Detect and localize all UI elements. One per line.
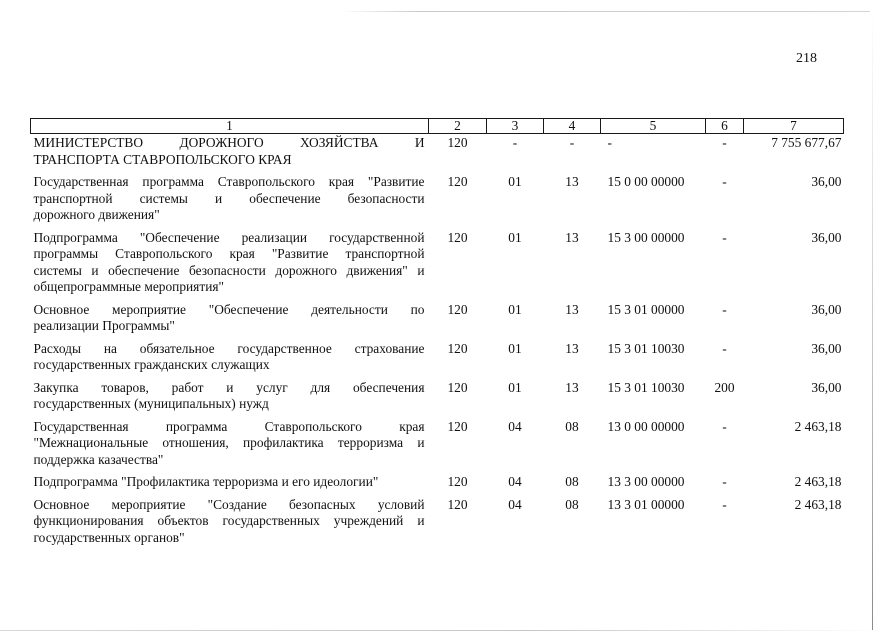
col-item-cell: 08: [565, 418, 579, 434]
col-expense-type-cell: -: [722, 340, 727, 356]
page-number: 218: [796, 51, 817, 66]
col-section-cell: 120: [447, 301, 468, 317]
col-target-article-cell: 15 3 00 00000: [607, 229, 685, 245]
col-item-cell: 13: [565, 340, 579, 356]
table-body: [31, 134, 844, 551]
row-name-line: Государственная программа Ставропольского края: [33, 418, 425, 434]
row-name-line: реализации Программы": [33, 318, 175, 333]
col-sum-cell: 2 463,18: [794, 474, 842, 489]
row-name-line: программы Ставропольского края "Развитие транспортной: [33, 246, 425, 261]
table-row: [31, 172, 844, 228]
col-item-cell: 08: [565, 474, 579, 489]
column-header: 5: [601, 119, 706, 134]
col-expense-type-cell: -: [722, 174, 727, 189]
row-name-cell: [31, 339, 429, 378]
column-header: 2: [429, 119, 487, 134]
col-target-article-cell: 15 3 01 00000: [607, 301, 685, 317]
col-item-cell: 13: [565, 229, 579, 245]
row-name-line: Государственная программа Ставропольского края "Развитие: [33, 174, 425, 189]
col-sum-cell: 36,00: [811, 379, 842, 395]
row-name-cell: [31, 495, 429, 551]
row-name-line: поддержка казачества": [33, 451, 164, 467]
row-name-line: Расходы на обязательное государственное страхование: [33, 340, 425, 356]
col-subsection-cell: -: [512, 135, 518, 150]
row-name-line: Подпрограмма "Обеспечение реализации государственной: [33, 229, 425, 245]
table-row: [31, 300, 844, 339]
scan-edge-bottom: [0, 630, 882, 631]
row-name-line: дорожного движения": [33, 207, 160, 222]
col-subsection-cell: 01: [508, 229, 522, 245]
table-row: [31, 417, 844, 473]
col-target-article-cell: 15 0 00 00000: [607, 174, 685, 189]
col-section-cell: 120: [447, 174, 468, 189]
row-name-line: Основное мероприятие "Создание безопасных условий: [33, 496, 425, 512]
row-name-line: функционирования объектов государственных учреждений и: [33, 513, 425, 528]
col-sum-cell: 36,00: [811, 229, 842, 245]
col-sum-cell: 36,00: [811, 301, 842, 317]
row-name-line: государственных органов": [33, 529, 185, 545]
row-name-line: государственных гражданских служащих: [33, 357, 270, 372]
col-item-cell: -: [569, 135, 575, 150]
row-name-cell: [31, 472, 429, 495]
table-row: [31, 339, 844, 378]
col-target-article-cell: 13 3 00 00000: [607, 474, 685, 489]
col-expense-type-cell: -: [722, 418, 727, 434]
col-subsection-cell: 04: [508, 418, 522, 434]
column-header: 4: [544, 119, 601, 134]
row-name-cell: [31, 134, 429, 173]
col-subsection-cell: 04: [508, 474, 522, 489]
row-name-cell: [31, 378, 429, 417]
col-sum-cell: 2 463,18: [794, 496, 842, 512]
col-sum-cell: 2 463,18: [794, 418, 842, 434]
col-target-article-cell: 15 3 01 10030: [607, 340, 685, 356]
col-target-article-cell: 13 0 00 00000: [607, 418, 685, 434]
row-name-line: системы и обеспечение безопасности дорожного движения" и: [33, 262, 425, 278]
row-name-line: государственных (муниципальных) нужд: [33, 396, 269, 411]
col-expense-type-cell: -: [722, 229, 727, 245]
col-target-article-cell: 15 3 01 10030: [607, 379, 685, 395]
col-item-cell: 13: [565, 301, 579, 317]
row-name-line: Подпрограмма "Профилактика терроризма и его идеологии": [33, 474, 379, 489]
col-sum-cell: 7 755 677,67: [771, 135, 842, 150]
col-section-cell: 120: [447, 135, 468, 150]
column-header: 7: [744, 119, 844, 134]
scan-edge-top: [340, 11, 870, 12]
row-name-line: МИНИСТЕРСТВО ДОРОЖНОГО ХОЗЯЙСТВА И: [33, 135, 425, 150]
column-header: 1: [31, 119, 429, 134]
table-header-row: [31, 119, 844, 134]
table-row: [31, 228, 844, 300]
col-item-cell: 13: [565, 379, 579, 395]
col-expense-type-cell: -: [722, 496, 727, 512]
col-target-article-cell: 13 3 01 00000: [607, 496, 685, 512]
col-item-cell: 08: [565, 496, 579, 512]
row-name-line: "Межнациональные отношения, профилактика терроризма и: [33, 435, 425, 450]
col-sum-cell: 36,00: [811, 340, 842, 356]
col-section-cell: 120: [447, 418, 468, 434]
row-name-cell: [31, 417, 429, 473]
budget-table: [30, 118, 844, 550]
col-section-cell: 120: [447, 340, 468, 356]
col-subsection-cell: 01: [508, 379, 522, 395]
col-target-article-cell: -: [607, 135, 612, 150]
row-name-cell: [31, 300, 429, 339]
col-item-cell: 13: [565, 174, 579, 189]
col-subsection-cell: 04: [508, 496, 522, 512]
scan-edge-right: [872, 10, 873, 630]
table-row: [31, 472, 844, 495]
table-row: [31, 495, 844, 551]
row-name-line: транспортной системы и обеспечение безопасности: [33, 190, 425, 206]
table-row: [31, 134, 844, 173]
col-expense-type-cell: -: [722, 474, 727, 489]
col-subsection-cell: 01: [508, 301, 522, 317]
row-name-cell: [31, 172, 429, 228]
row-name-line: общепрограммные мероприятия": [33, 279, 224, 294]
col-section-cell: 120: [447, 474, 468, 489]
table-row: [31, 378, 844, 417]
col-subsection-cell: 01: [508, 174, 522, 189]
col-sum-cell: 36,00: [811, 174, 842, 189]
column-header: 6: [706, 119, 744, 134]
col-subsection-cell: 01: [508, 340, 522, 356]
column-header: 3: [487, 119, 544, 134]
col-expense-type-cell: -: [722, 135, 727, 150]
row-name-cell: [31, 228, 429, 300]
row-name-line: ТРАНСПОРТА СТАВРОПОЛЬСКОГО КРАЯ: [33, 151, 292, 167]
col-section-cell: 120: [447, 496, 468, 512]
col-section-cell: 120: [447, 379, 468, 395]
col-section-cell: 120: [447, 229, 468, 245]
col-expense-type-cell: -: [722, 301, 727, 317]
row-name-line: Основное мероприятие "Обеспечение деятельности по: [33, 301, 425, 317]
col-expense-type-cell: 200: [714, 379, 735, 395]
row-name-line: Закупка товаров, работ и услуг для обеспечения: [33, 379, 425, 395]
